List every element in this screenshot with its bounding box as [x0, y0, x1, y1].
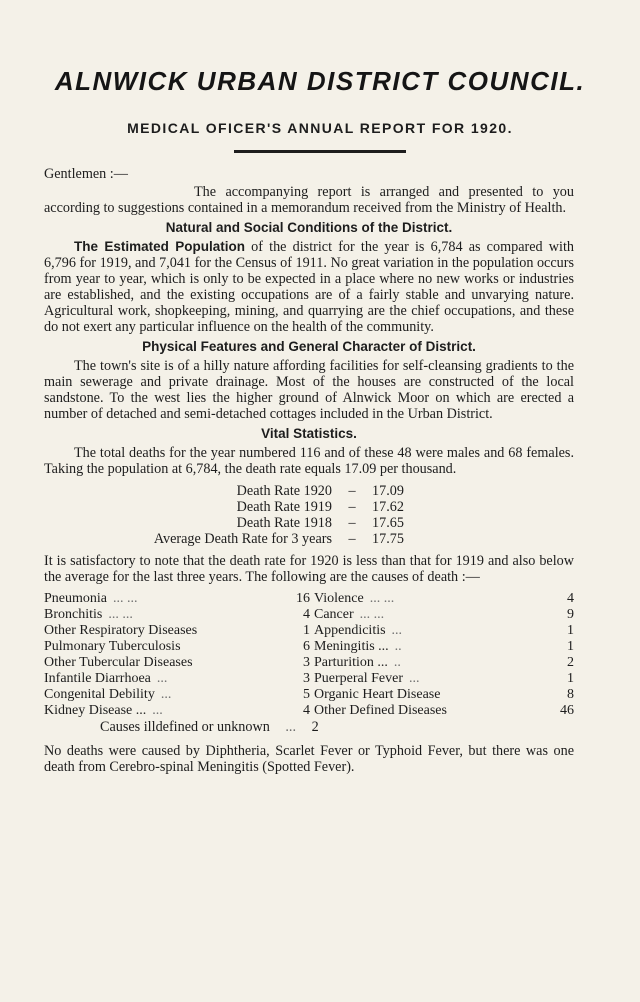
cause-row: [314, 623, 574, 639]
cause-count: 1: [567, 671, 574, 686]
rate-dash: –: [348, 499, 356, 515]
physical-features-heading: Physical Features and General Character of District.: [142, 339, 476, 354]
title-rule: [234, 150, 406, 153]
ill-defined-row: [44, 719, 574, 735]
cause-name: Other Respiratory Diseases: [44, 623, 198, 638]
cause-row: [314, 703, 574, 719]
causes-of-death-table: [44, 591, 574, 719]
rate-value: 17.62: [372, 499, 404, 515]
deaths-paragraph: The total deaths for the year numbered 116 and of these 48 were males and 68 females. Taking the population at 6,784, the death rate equals 17.09 per thousand.: [44, 445, 574, 477]
cause-leader: ...: [409, 671, 420, 686]
cause-leader: ...: [160, 687, 172, 702]
death-rate-table: [70, 483, 574, 547]
rate-value: 17.65: [372, 515, 404, 531]
population-lead: The Estimated Population: [74, 239, 245, 254]
rate-label: Death Rate 1920: [236, 483, 332, 499]
cause-leader: ..: [393, 655, 401, 670]
death-rate-row: [70, 531, 574, 547]
cause-row: [44, 703, 310, 719]
rate-dash: –: [348, 515, 356, 531]
cause-leader: ... ...: [369, 591, 395, 606]
cause-count: 9: [567, 607, 574, 622]
cause-leader: ...: [156, 671, 168, 686]
cause-leader: [193, 655, 288, 671]
cause-name: Causes illdefined or unknown: [100, 719, 270, 735]
report-body: [44, 166, 574, 775]
rate-dash: –: [348, 531, 356, 547]
cause-row: [44, 591, 310, 607]
cause-leader: [447, 703, 544, 719]
cause-name: Violence: [314, 591, 364, 606]
causes-left-column: [44, 591, 310, 719]
cause-name: Cancer: [314, 607, 354, 622]
cause-row: [314, 655, 574, 671]
cause-name: Organic Heart Disease: [314, 687, 441, 702]
cause-leader: ... ...: [108, 607, 133, 622]
cause-count: 4: [303, 607, 310, 622]
population-text: of the district for the year is 6,784 as compared with 6,796 for 1919, and 7,041 for the Census of 1911. No great variation in the population occurs from year to year, which is only to be expected in a place where no new works or industries are established, and the existing occupations are of a fairly stable and unvarying nature. Agricultural work, shopkeeping, mining, and quarrying are the chief occupations, and these do not exert any particular influence on the health of the community.: [44, 239, 574, 335]
cause-count: 6: [303, 639, 310, 654]
cause-row: [44, 607, 310, 623]
closing-paragraph: No deaths were caused by Diphtheria, Scarlet Fever or Typhoid Fever, but there was one death from Cerebro-spinal Meningitis (Spotted Fever).: [44, 743, 574, 775]
cause-name: Other Tubercular Diseases: [44, 655, 193, 670]
cause-count: 4: [567, 591, 574, 606]
death-rate-row: [70, 483, 574, 499]
cause-name: Kidney Disease ...: [44, 703, 147, 718]
rate-label: Death Rate 1919: [236, 499, 332, 515]
cause-leader: ...: [391, 623, 403, 638]
cause-count: 16: [296, 591, 310, 606]
cause-row: [314, 607, 574, 623]
cause-count: 1: [303, 623, 310, 638]
cause-row: [314, 591, 574, 607]
cause-row: [314, 687, 574, 703]
rate-label: Average Death Rate for 3 years: [153, 531, 332, 547]
cause-name: Pulmonary Tuberculosis: [44, 639, 181, 654]
death-rate-row: [70, 515, 574, 531]
cause-leader: ...: [152, 703, 163, 718]
cause-name: Congenital Debility: [44, 687, 155, 702]
cause-name: Bronchitis: [44, 607, 103, 622]
cause-name: Pneumonia: [44, 591, 107, 606]
cause-count: 3: [303, 655, 310, 670]
salutation: Gentlemen :—: [44, 166, 128, 182]
cause-name: Meningitis ...: [314, 639, 389, 654]
rate-dash: –: [348, 483, 356, 499]
cause-count: 46: [560, 703, 574, 718]
cause-leader: [197, 623, 288, 639]
cause-count: 1: [567, 639, 574, 654]
intro-paragraph: The accompanying report is arranged and presented to you according to suggestions contained in a memorandum received from the Ministry of Health.: [44, 184, 574, 216]
cause-leader: [440, 687, 544, 703]
cause-leader: [181, 639, 288, 655]
cause-name: Other Defined Diseases: [314, 703, 447, 718]
report-subtitle: MEDICAL OFICER'S ANNUAL REPORT FOR 1920.: [127, 120, 513, 136]
council-title: ALNWICK URBAN DISTRICT COUNCIL.: [54, 66, 586, 96]
cause-name: Appendicitis: [314, 623, 386, 638]
causes-right-column: [310, 591, 574, 719]
vital-statistics-heading: Vital Statistics.: [261, 426, 357, 441]
cause-count: 4: [303, 703, 310, 718]
cause-leader: ...: [285, 719, 297, 735]
rate-comment-paragraph: It is satisfactory to note that the death rate for 1920 is less than that for 1919 and also below the average for the last three years. The following are the causes of death :—: [44, 553, 574, 585]
rate-value: 17.75: [372, 531, 404, 547]
cause-leader: ..: [394, 639, 402, 654]
cause-name: Parturition ...: [314, 655, 388, 670]
cause-row: [44, 639, 310, 655]
physical-paragraph: The town's site is of a hilly nature affording facilities for self-cleansing gradients to the main sewerage and private drainage. Most of the houses are constructed of the local sandstone. To the west lies the higher ground of Alnwick Moor on which are erected a number of detached and semi-detached cottages included in the Urban District.: [44, 358, 574, 422]
cause-count: 2: [311, 719, 319, 735]
rate-value: 17.09: [372, 483, 404, 499]
cause-leader: ... ...: [113, 591, 138, 606]
cause-row: [44, 687, 310, 703]
population-paragraph: [44, 239, 574, 335]
death-rate-row: [70, 499, 574, 515]
cause-count: 2: [567, 655, 574, 670]
rate-label: Death Rate 1918: [236, 515, 332, 531]
cause-name: Puerperal Fever: [314, 671, 404, 686]
cause-leader: ... ...: [359, 607, 385, 622]
cause-count: 5: [303, 687, 310, 702]
cause-name: Infantile Diarrhoea: [44, 671, 151, 686]
cause-row: [314, 639, 574, 655]
cause-row: [44, 671, 310, 687]
cause-count: 8: [567, 687, 574, 702]
natural-conditions-heading: Natural and Social Conditions of the District.: [165, 220, 453, 235]
cause-row: [44, 655, 310, 671]
cause-row: [44, 623, 310, 639]
cause-count: 1: [567, 623, 574, 638]
cause-count: 3: [303, 671, 310, 686]
cause-row: [314, 671, 574, 687]
